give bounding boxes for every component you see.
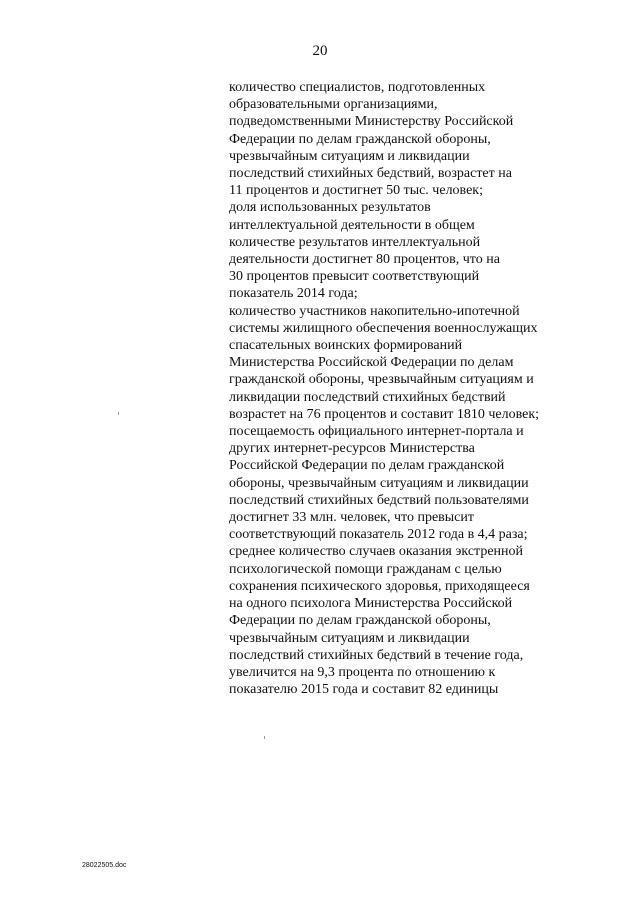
body-text-line: ликвидации последствий стихийных бедствий — [229, 389, 506, 405]
body-text-line: обороны, чрезвычайным ситуациям и ликвидации — [229, 475, 529, 491]
body-text-line: соответствующий показатель 2012 года в 4,4 раза; — [229, 527, 528, 543]
body-text-line: образовательными организациями, — [229, 97, 438, 113]
body-text-line: гражданской обороны, чрезвычайным ситуациям и — [229, 372, 534, 388]
body-text-line: чрезвычайным ситуациям и ликвидации — [229, 148, 470, 164]
body-text-line: последствий стихийных бедствий в течение года, — [229, 647, 524, 663]
body-text-line: деятельности достигнет 80 процентов, что на — [229, 252, 500, 268]
body-text-line: психологической помощи гражданам с целью — [229, 561, 502, 577]
body-text-line: показатель 2014 года; — [229, 286, 358, 302]
body-text-line: количество специалистов, подготовленных — [229, 80, 486, 95]
body-text-line: последствий стихийных бедствий, возрастет на — [229, 166, 512, 182]
body-text-line: чрезвычайным ситуациям и ликвидации — [229, 630, 470, 646]
body-text-line: посещаемость официального интернет-портала и — [229, 424, 524, 440]
body-text-line: на одного психолога Министерства Российской — [229, 596, 513, 612]
body-text-line: доля использованных результатов — [229, 200, 431, 216]
body-text-line: показателю 2015 года и составит 82 единицы — [229, 682, 499, 698]
body-text-line: среднее количество случаев оказания экстренной — [229, 544, 524, 560]
body-text-line: спасательных воинских формирований — [229, 338, 463, 354]
page-number: 20 — [312, 43, 328, 59]
body-text-line: 30 процентов превысит соответствующий — [229, 269, 480, 285]
body-text-line: Федерации по делам гражданской обороны, — [229, 131, 491, 147]
body-text-line: сохранения психического здоровья, приходящееся — [229, 578, 530, 594]
body-text-line: подведомственными Министерству Российской — [229, 114, 514, 130]
body-text-line: достигнет 33 млн. человек, что превысит — [229, 510, 475, 526]
body-text-line: интеллектуальной деятельности в общем — [229, 217, 475, 233]
body-text-line: количество участников накопительно-ипотечной — [229, 303, 520, 319]
body-text-block — [229, 79, 589, 698]
body-text-line: системы жилищного обеспечения военнослужащих — [229, 320, 538, 336]
body-text-line: 11 процентов и достигнет 50 тыс. человек; — [229, 183, 483, 199]
body-text-line: возрастет на 76 процентов и составит 1810 человек; — [229, 406, 540, 422]
scan-speck — [118, 412, 119, 415]
footer-filename: 28022505.doc — [82, 862, 127, 869]
body-text-line: Федерации по делам гражданской обороны, — [229, 613, 491, 629]
body-text-line: других интернет-ресурсов Министерства — [229, 441, 475, 457]
body-text-line: количестве результатов интеллектуальной — [229, 234, 481, 250]
body-text-line: Министерства Российской Федерации по делам — [229, 355, 514, 371]
body-text-line: Российской Федерации по делам гражданской — [229, 458, 505, 474]
scan-speck — [264, 736, 265, 739]
body-text-line: увеличится на 9,3 процента по отношению к — [229, 664, 496, 680]
body-text-line: последствий стихийных бедствий пользователями — [229, 492, 529, 508]
